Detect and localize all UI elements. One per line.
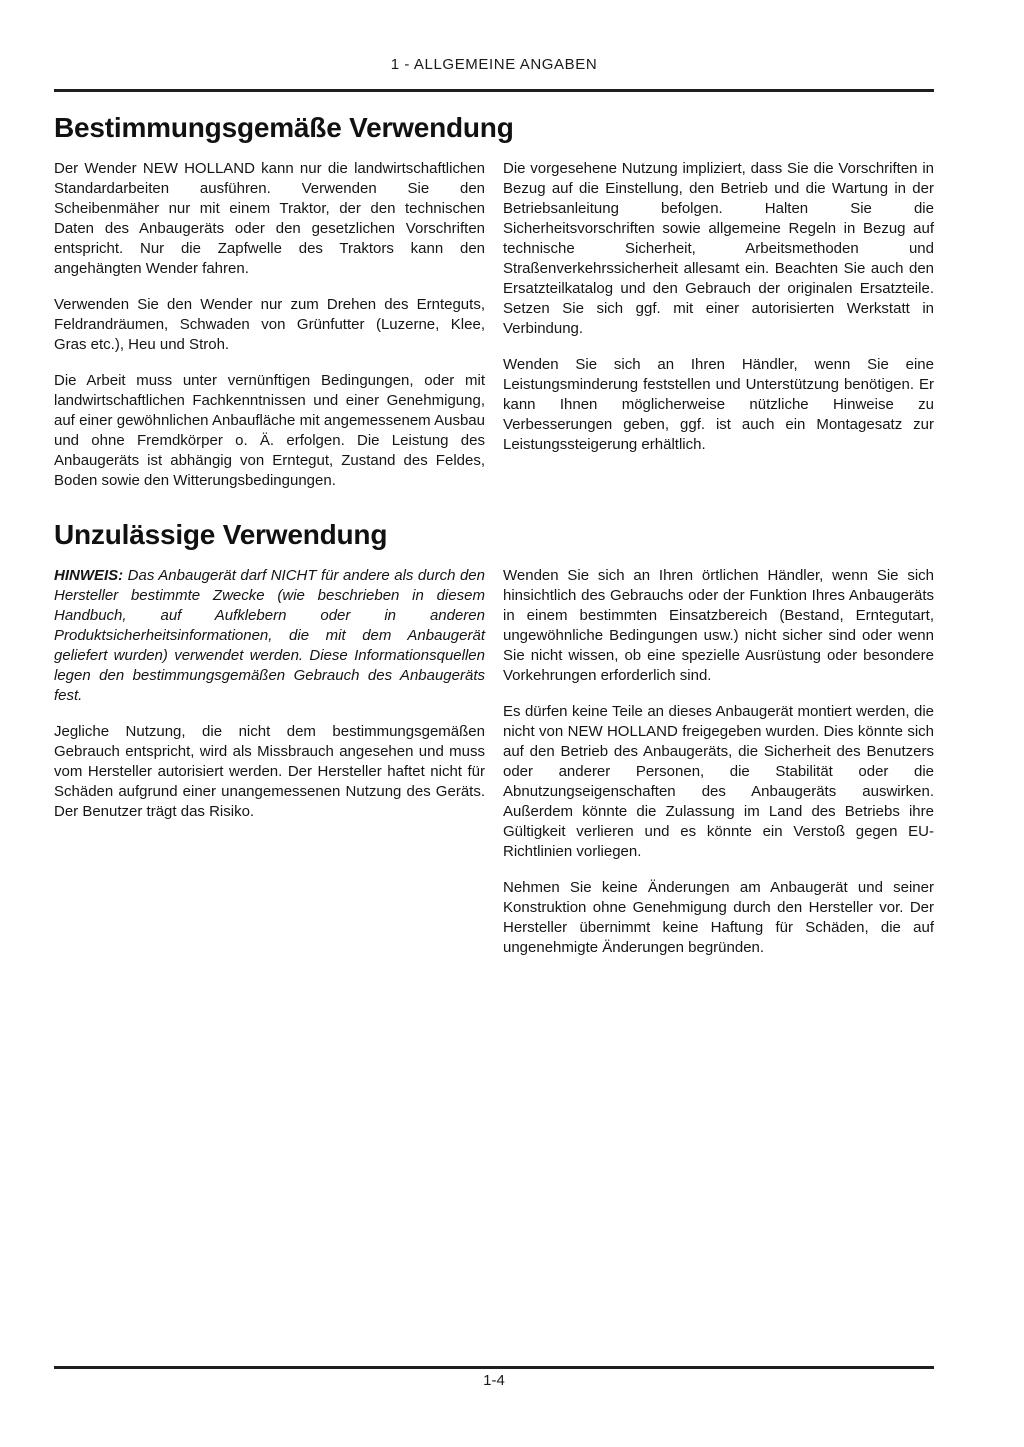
page-footer	[54, 1366, 934, 1389]
paragraph: Der Wender NEW HOLLAND kann nur die landwirtschaftlichen Standardarbeiten ausführen. Verwenden Sie den Scheibenmäher nur mit einem Traktor, der den technischen Daten des Anbaugeräts oder den gesetzlichen Vorschriften entspricht. Nur die Zapfwelle des Traktors kann den angehängten Wender fahren.	[54, 160, 485, 277]
paragraph: Es dürfen keine Teile an dieses Anbaugerät montiert werden, die nicht von NEW HOLLAND freigegeben wurden. Dies könnte sich auf den Betrieb des Anbaugeräts, die Sicherheit des Benutzers oder anderer Personen, die Stabilität oder die Abnutzungseigenschaften des Anbaugeräts auswirken. Außerdem könnte die Zulassung im Land des Betriebs ihre Gültigkeit verlieren und es könnte ein Verstoß gegen EU-Richtlinien vorliegen.	[503, 703, 934, 860]
right-column	[503, 159, 934, 507]
paragraph: Die vorgesehene Nutzung impliziert, dass Sie die Vorschriften in Bezug auf die Einstellung, den Betrieb und die Wartung in der Betriebsanleitung befolgen. Halten Sie die Sicherheitsvorschriften sowie allgemeine Regeln in Bezug auf technische Sicherheit, Arbeitsmethoden und Straßenverkehrssicherheit allesamt ein. Beachten Sie auch den Ersatzteilkatalog und den Gebrauch der originalen Ersatzteile. Setzen Sie sich ggf. mit einer autorisierten Werkstatt in Verbindung.	[503, 160, 934, 337]
footer-rule	[54, 1366, 934, 1369]
paragraph: Wenden Sie sich an Ihren Händler, wenn Sie eine Leistungsminderung feststellen und Unterstützung benötigen. Er kann Ihnen möglicherweise nützliche Hinweise zu Verbesserungen geben, ggf. ist auch ein Montagesatz zur Leistungssteigerung erhältlich.	[503, 356, 934, 453]
right-column	[503, 566, 934, 974]
paragraph: Die Arbeit muss unter vernünftigen Bedingungen, oder mit landwirtschaftlichen Fachkenntnissen und einer Genehmigung, auf einer gewöhnlichen Anbaufläche mit angemessenem Ausbau und ohne Fremdkörper o. Ä. erfolgen. Die Leistung des Anbaugeräts ist abhängig von Erntegut, Zustand des Feldes, Boden sowie den Witterungsbedingungen.	[54, 372, 485, 489]
page-number: 1-4	[483, 1372, 505, 1389]
two-column-layout	[54, 159, 934, 507]
two-column-layout	[54, 566, 934, 974]
section-title-prohibited-use: Unzulässige Verwendung	[54, 519, 388, 550]
note-paragraph	[54, 566, 485, 706]
section-title-intended-use: Bestimmungsgemäße Verwendung	[54, 112, 514, 143]
chapter-title: 1 - ALLGEMEINE ANGABEN	[390, 56, 598, 73]
paragraph: Jegliche Nutzung, die nicht dem bestimmungsgemäßen Gebrauch entspricht, wird als Missbrauch angesehen und muss vom Hersteller autorisiert werden. Der Hersteller haftet nicht für Schäden aufgrund einer unangemessenen Nutzung des Geräts. Der Benutzer trägt das Risiko.	[54, 723, 485, 820]
note-text: Das Anbaugerät darf NICHT für andere als durch den Hersteller bestimmte Zwecke (wie beschrieben in diesem Handbuch, auf Aufklebern oder in anderen Produktsicherheitsinformationen, die mit dem Anbaugerät geliefert wurden) verwendet werden. Diese Informationsquellen legen den bestimmungsgemäßen Gebrauch des Anbaugeräts fest.	[54, 567, 485, 704]
paragraph: Wenden Sie sich an Ihren örtlichen Händler, wenn Sie sich hinsichtlich des Gebrauchs oder der Funktion Ihres Anbaugeräts in einem bestimmten Einsatzbereich (Bestand, Erntegutart, ungewöhnliche Bedingungen usw.) nicht sicher sind oder wenn Sie nicht wissen, ob eine spezielle Ausrüstung oder besondere Vorkehrungen erforderlich sind.	[503, 567, 934, 684]
section-intended-use	[54, 112, 934, 507]
note-label: HINWEIS:	[54, 567, 124, 584]
section-prohibited-use	[54, 519, 934, 974]
left-column	[54, 566, 485, 974]
paragraph: Verwenden Sie den Wender nur zum Drehen des Ernteguts, Feldrandräumen, Schwaden von Grünfutter (Luzerne, Klee, Gras etc.), Heu und Stroh.	[54, 296, 485, 353]
paragraph: Nehmen Sie keine Änderungen am Anbaugerät und seiner Konstruktion ohne Genehmigung durch den Hersteller vor. Der Hersteller übernimmt keine Haftung für Schäden, die auf ungenehmigte Änderungen begründen.	[503, 879, 934, 956]
left-column	[54, 159, 485, 507]
running-header	[54, 0, 934, 73]
header-rule	[54, 89, 934, 92]
